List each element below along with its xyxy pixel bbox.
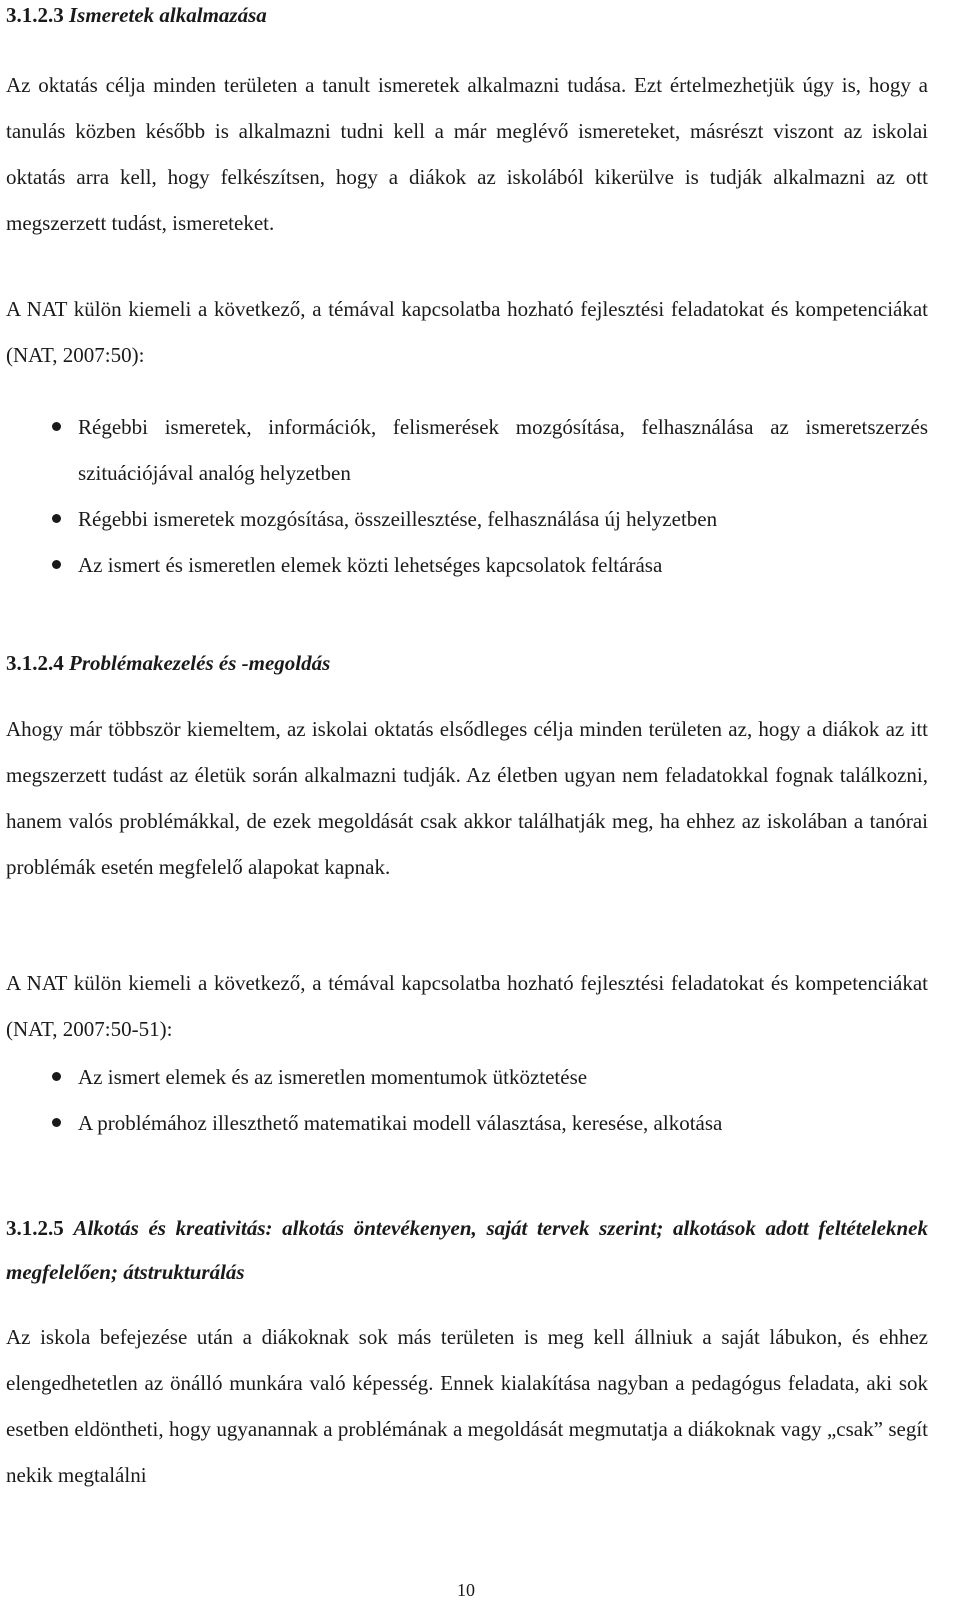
bullet-icon (52, 514, 61, 523)
list-item: Régebbi ismeretek, információk, felismerések mozgósítása, felhasználása az ismeretszerzés szituációjával analóg helyzetben (6, 404, 928, 496)
section-heading (6, 648, 330, 678)
list-item: A problémához illeszthető matematikai modell választása, keresése, alkotása (6, 1100, 928, 1146)
paragraph: A NAT külön kiemeli a következő, a témával kapcsolatba hozható fejlesztési feladatokat és kompetenciákat (NAT, 2007:50-51): (6, 971, 928, 1041)
bullet-icon (52, 1118, 61, 1127)
paragraph: A NAT külön kiemeli a következő, a témával kapcsolatba hozható fejlesztési feladatokat és kompetenciákat (NAT, 2007:50): (6, 297, 928, 367)
section-heading (6, 1206, 928, 1294)
bullet-icon (52, 422, 61, 431)
bullet-list (6, 404, 928, 588)
bullet-icon (52, 560, 61, 569)
section-number: 3.1.2.5 (6, 1216, 64, 1240)
section-heading (6, 0, 267, 30)
list-item: Az ismert és ismeretlen elemek közti lehetséges kapcsolatok feltárása (6, 542, 928, 588)
section-title: Alkotás és kreativitás: alkotás öntevékenyen, saját tervek szerint; alkotások adott feltételeknek megfelelően; átstrukturálás (6, 1216, 929, 1284)
paragraph: Az iskola befejezése után a diákoknak sok más területen is meg kell állniuk a saját lábukon, és ehhez elengedhetetlen az önálló munkára való képesség. Ennek kialakítása nagyban a pedagógus feladata, aki sok esetben eldöntheti, hogy ugyanannak a problémának a megoldását megmutatja a diákoknak vagy „csak” segít nekik megtalálni (6, 1325, 928, 1487)
page-number: 10 (457, 1580, 475, 1600)
list-item: Régebbi ismeretek mozgósítása, összeillesztése, felhasználása új helyzetben (6, 496, 928, 542)
section-number: 3.1.2.3 (6, 3, 64, 27)
section-title: Problémakezelés és -megoldás (69, 651, 331, 675)
section-title: Ismeretek alkalmazása (69, 3, 267, 27)
bullet-list (6, 1054, 928, 1146)
paragraph: Az oktatás célja minden területen a tanult ismeretek alkalmazni tudása. Ezt értelmezhetjük úgy is, hogy a tanulás közben később is alkalmazni tudni kell a már meglévő ismereteket, másrészt viszont az iskolai oktatás arra kell, hogy felkészítsen, hogy a diákok az iskolából kikerülve is tudják alkalmazni az ott megszerzett tudást, ismereteket. (6, 73, 928, 235)
bullet-icon (52, 1072, 61, 1081)
list-item: Az ismert elemek és az ismeretlen momentumok ütköztetése (6, 1054, 928, 1100)
paragraph: Ahogy már többször kiemeltem, az iskolai oktatás elsődleges célja minden területen az, hogy a diákok az itt megszerzett tudást az életük során alkalmazni tudják. Az életben ugyan nem feladatokkal fognak találkozni, hanem valós problémákkal, de ezek megoldását csak akkor találhatják meg, ha ehhez az iskolában a tanórai problémák esetén megfelelő alapokat kapnak. (6, 717, 928, 879)
section-number: 3.1.2.4 (6, 651, 64, 675)
